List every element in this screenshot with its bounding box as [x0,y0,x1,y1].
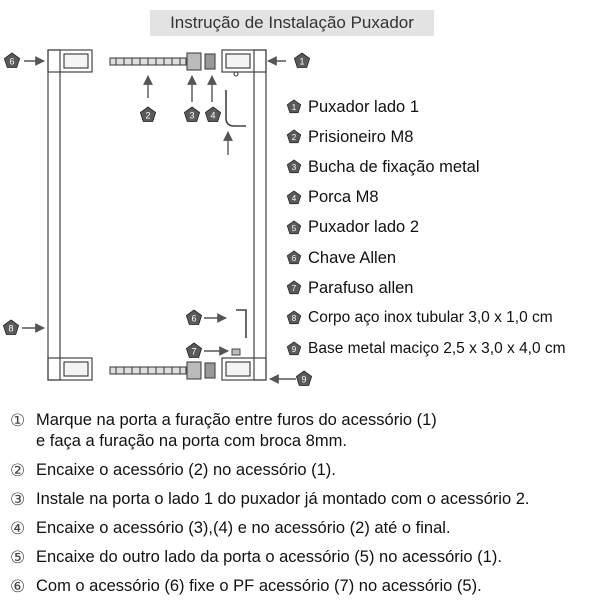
step-text: Com o acessório (6) fixe o PF acessório (7) no acessório (5). [36,577,482,595]
legend-label: Prisioneiro M8 [308,127,414,146]
legend-item-9 [286,334,566,364]
legend-item-4 [286,183,566,213]
callout-6-bottom [186,310,201,325]
legend-label: Chave Allen [308,248,397,267]
legend-item-3 [286,152,566,182]
step-number: ④ [10,519,26,538]
installation-steps [10,410,600,605]
legend-badge [286,220,302,236]
allen-screw-bottom [232,349,240,355]
legend-label: Puxador lado 1 [308,97,419,116]
svg-text:7: 7 [191,346,197,357]
step-2 [10,460,600,481]
allen-key-bottom [236,310,246,338]
svg-text:2: 2 [291,133,297,143]
step-text: Instale na porta o lado 1 do puxador já montado com o acessório 2. [36,490,530,508]
callout-3 [184,107,199,122]
step-4 [10,518,600,539]
svg-text:4: 4 [291,193,297,203]
step-text: Encaixe o acessório (2) no acessório (1). [36,461,336,479]
callout-1 [294,53,309,68]
callout-6-top [4,53,19,68]
legend-label: Corpo aço inox tubular 3,0 x 1,0 cm [308,309,553,327]
legend-item-7 [286,273,566,303]
legend-badge [286,129,302,145]
step-number: ① [10,411,26,430]
svg-text:4: 4 [210,110,216,121]
svg-text:1: 1 [291,103,297,113]
legend-badge [286,250,302,266]
callout-9 [296,371,311,386]
svg-text:8: 8 [291,314,297,324]
step-text-line: Marque na porta a furação entre furos do acessório (1) [36,411,437,429]
legend-label: Porca M8 [308,188,379,207]
diagram-title: Instrução de Instalação Puxador [150,10,434,36]
step-1 [10,410,600,452]
callout-7 [186,343,201,358]
legend-label: Base metal maciço 2,5 x 3,0 x 4,0 cm [308,339,566,357]
svg-text:9: 9 [291,344,297,354]
svg-text:3: 3 [291,163,297,173]
legend-label: Bucha de fixação metal [308,157,480,176]
legend-badge [286,280,302,296]
handle-side-1 [48,50,92,380]
step-text-line: e faça a furação na porta com broca 8mm. [36,432,347,450]
step-text: Encaixe do outro lado da porta o acessório (5) no acessório (1). [36,548,502,566]
step-5 [10,547,600,568]
legend-badge [286,159,302,175]
svg-text:7: 7 [291,284,297,294]
svg-text:6: 6 [291,254,297,264]
legend-item-6 [286,243,566,273]
legend-item-5 [286,213,566,243]
legend-item-8 [286,303,566,333]
parts-legend [286,92,566,364]
callout-8 [3,320,18,335]
step-number: ⑥ [10,577,26,596]
step-6 [10,576,600,597]
svg-text:8: 8 [8,323,14,334]
legend-badge [286,190,302,206]
bottom-rod-assembly [110,362,215,379]
handle-side-2 [222,50,266,380]
legend-badge [286,341,302,357]
step-text [36,410,437,452]
svg-text:9: 9 [301,374,307,385]
legend-label: Parafuso allen [308,278,414,297]
top-rod-assembly [110,53,238,76]
legend-badge [286,310,302,326]
step-text: Encaixe o acessório (3),(4) e no acessório (2) até o final. [36,519,451,537]
legend-item-2 [286,122,566,152]
callout-4 [205,107,220,122]
step-3 [10,489,600,510]
svg-text:6: 6 [191,313,197,324]
step-number: ③ [10,490,26,509]
svg-text:2: 2 [145,110,151,121]
svg-text:6: 6 [9,56,15,67]
allen-key-top [226,90,246,126]
legend-item-1 [286,92,566,122]
legend-label: Puxador lado 2 [308,218,419,237]
callout-2 [140,107,155,122]
svg-text:3: 3 [189,110,195,121]
step-number: ② [10,461,26,480]
step-number: ⑤ [10,548,26,567]
svg-text:5: 5 [291,223,297,233]
legend-badge [286,99,302,115]
svg-text:1: 1 [299,56,305,67]
